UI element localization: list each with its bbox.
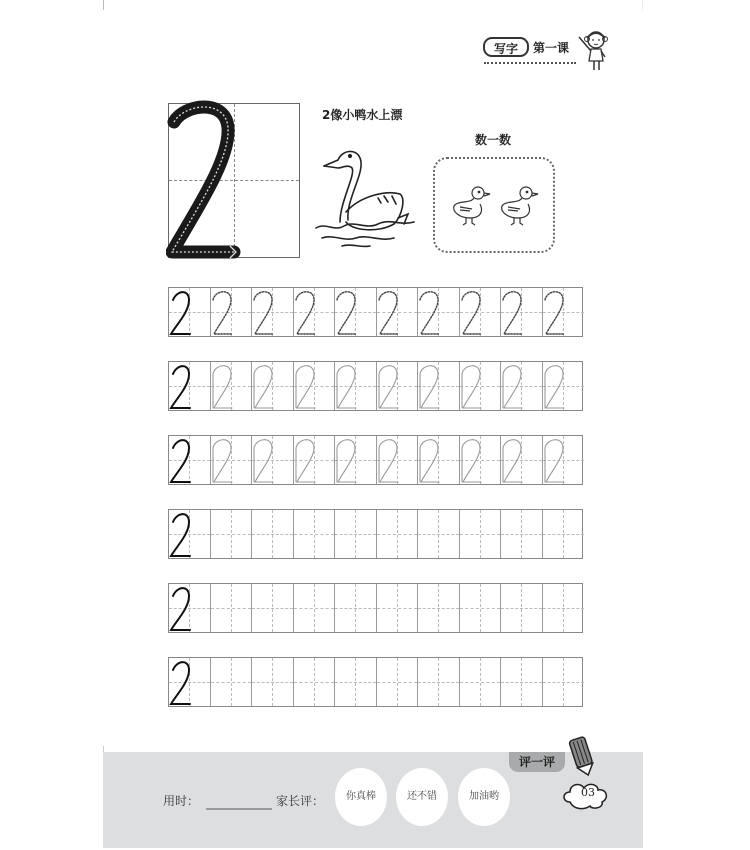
writing-cell[interactable] (543, 436, 585, 484)
writing-cell[interactable] (211, 584, 253, 632)
practice-row (168, 657, 583, 707)
page-edge (642, 0, 643, 10)
model-cell (169, 584, 211, 632)
practice-row (168, 509, 583, 559)
digit-two-trace (501, 436, 524, 484)
grid-guide-horizontal (211, 608, 252, 609)
digit-two-trace (294, 436, 317, 484)
grid-guide-horizontal (294, 534, 335, 535)
digit-two-trace (335, 288, 358, 336)
writing-cell[interactable] (543, 510, 585, 558)
grid-guide-horizontal (377, 682, 418, 683)
digit-two-trace (543, 288, 566, 336)
digit-two-trace (211, 436, 234, 484)
grid-guide-horizontal (418, 608, 459, 609)
grid-guide-horizontal (501, 608, 542, 609)
grid-guide-horizontal (335, 608, 376, 609)
writing-cell[interactable] (460, 436, 502, 484)
grid-guide-horizontal (460, 682, 501, 683)
grid-guide-horizontal (460, 608, 501, 609)
digit-two-trace (335, 436, 358, 484)
grid-guide-horizontal (460, 534, 501, 535)
writing-cell[interactable] (252, 510, 294, 558)
practice-row (168, 435, 583, 485)
writing-cell[interactable] (294, 658, 336, 706)
writing-cell[interactable] (252, 362, 294, 410)
page-number: 03 (581, 786, 595, 799)
digit-two-model (169, 362, 192, 410)
digit-two-model (169, 436, 192, 484)
grid-guide-horizontal (501, 534, 542, 535)
model-cell (169, 436, 211, 484)
writing-cell[interactable] (501, 658, 543, 706)
writing-cell[interactable] (211, 436, 253, 484)
swan-icon (312, 142, 422, 250)
writing-cell[interactable] (377, 362, 419, 410)
writing-cell[interactable] (294, 436, 336, 484)
grid-guide-horizontal (543, 534, 585, 535)
writing-cell[interactable] (211, 362, 253, 410)
duckling-icon (450, 183, 492, 227)
grid-guide-horizontal (501, 682, 542, 683)
writing-cell[interactable] (294, 362, 336, 410)
digit-two-trace (418, 436, 441, 484)
digit-two-trace (501, 288, 524, 336)
pencil-icon (568, 736, 596, 778)
digit-two-trace (377, 288, 400, 336)
digit-two-trace (252, 288, 275, 336)
writing-cell[interactable] (501, 288, 543, 336)
eval-option-keep-going[interactable]: 加油哟 (458, 768, 510, 826)
digit-two-trace (460, 288, 483, 336)
writing-cell[interactable] (460, 362, 502, 410)
practice-row (168, 361, 583, 411)
digit-two-trace (543, 436, 566, 484)
writing-cell[interactable] (501, 510, 543, 558)
page-edge (103, 0, 104, 10)
digit-two-model (169, 288, 192, 336)
grid-guide-horizontal (211, 534, 252, 535)
model-cell (169, 658, 211, 706)
time-spent-label: 用时： (163, 794, 200, 808)
digit-two-trace (501, 362, 524, 410)
evaluate-section-tag: 评一评 (509, 752, 565, 772)
writing-cell[interactable] (294, 288, 336, 336)
digit-two-trace (335, 362, 358, 410)
grid-guide-horizontal (418, 682, 459, 683)
digit-two-trace (377, 436, 400, 484)
lesson-tag: 写字 (483, 37, 529, 57)
writing-cell[interactable] (418, 288, 460, 336)
eval-option-good[interactable]: 还不错 (396, 768, 448, 826)
writing-cell[interactable] (543, 288, 585, 336)
grid-guide-horizontal (377, 608, 418, 609)
writing-cell[interactable] (418, 362, 460, 410)
writing-cell[interactable] (294, 584, 336, 632)
writing-cell[interactable] (460, 584, 502, 632)
model-cell (169, 362, 211, 410)
writing-cell[interactable] (418, 658, 460, 706)
writing-cell[interactable] (211, 510, 253, 558)
writing-cell[interactable] (377, 288, 419, 336)
count-title: 数一数 (475, 133, 512, 147)
header-dotted-divider (484, 62, 576, 64)
eval-option-great[interactable]: 你真棒 (335, 768, 387, 826)
writing-cell[interactable] (335, 510, 377, 558)
digit-two-trace (294, 288, 317, 336)
writing-cell[interactable] (377, 436, 419, 484)
grid-guide-horizontal (294, 682, 335, 683)
grid-guide-horizontal (543, 682, 585, 683)
digit-two-trace (418, 362, 441, 410)
writing-cell[interactable] (418, 584, 460, 632)
writing-cell[interactable] (377, 510, 419, 558)
writing-cell[interactable] (501, 436, 543, 484)
grid-guide-horizontal (252, 682, 293, 683)
writing-cell[interactable] (211, 658, 253, 706)
writing-cell[interactable] (543, 362, 585, 410)
grid-guide-horizontal (252, 608, 293, 609)
lesson-title: 第一课 (533, 41, 570, 55)
grid-guide-horizontal (211, 682, 252, 683)
digit-two-trace (460, 436, 483, 484)
duckling-icon (498, 183, 540, 227)
digit-two-trace (211, 288, 234, 336)
writing-cell[interactable] (294, 510, 336, 558)
digit-two-trace (294, 362, 317, 410)
digit-two-trace (543, 362, 566, 410)
writing-cell[interactable] (252, 658, 294, 706)
grid-guide-horizontal (252, 534, 293, 535)
writing-cell[interactable] (335, 436, 377, 484)
writing-cell[interactable] (543, 584, 585, 632)
digit-two-model (169, 584, 192, 632)
writing-cell[interactable] (418, 510, 460, 558)
writing-cell[interactable] (211, 288, 253, 336)
writing-cell[interactable] (460, 510, 502, 558)
digit-two-model (169, 510, 192, 558)
digit-two-trace (252, 362, 275, 410)
rhyme-title: 2像小鸭水上漂 (322, 108, 403, 122)
writing-cell[interactable] (252, 584, 294, 632)
digit-two-trace (252, 436, 275, 484)
digit-two-trace (211, 362, 234, 410)
digit-two-trace (460, 362, 483, 410)
writing-cell[interactable] (335, 658, 377, 706)
grid-guide-horizontal (377, 534, 418, 535)
girl-waving-icon (572, 26, 612, 74)
writing-cell[interactable] (335, 288, 377, 336)
digit-two-model (169, 658, 192, 706)
model-cell (169, 510, 211, 558)
writing-cell[interactable] (460, 288, 502, 336)
large-digit-two-stroke-guide (166, 100, 246, 260)
writing-cell[interactable] (501, 362, 543, 410)
grid-guide-horizontal (335, 682, 376, 683)
writing-cell[interactable] (377, 658, 419, 706)
writing-cell[interactable] (418, 436, 460, 484)
writing-cell[interactable] (335, 362, 377, 410)
model-cell (169, 288, 211, 336)
grid-guide-horizontal (418, 534, 459, 535)
writing-cell[interactable] (460, 658, 502, 706)
writing-cell[interactable] (543, 658, 585, 706)
grid-guide-horizontal (543, 608, 585, 609)
digit-two-trace (418, 288, 441, 336)
parent-evaluation-label: 家长评： (276, 794, 325, 808)
digit-two-trace (377, 362, 400, 410)
writing-cell[interactable] (252, 436, 294, 484)
writing-cell[interactable] (252, 288, 294, 336)
grid-guide-horizontal (294, 608, 335, 609)
grid-guide-horizontal (335, 534, 376, 535)
writing-cell[interactable] (335, 584, 377, 632)
practice-row (168, 583, 583, 633)
writing-cell[interactable] (377, 584, 419, 632)
writing-cell[interactable] (501, 584, 543, 632)
practice-row (168, 287, 583, 337)
time-spent-field[interactable] (206, 808, 272, 810)
